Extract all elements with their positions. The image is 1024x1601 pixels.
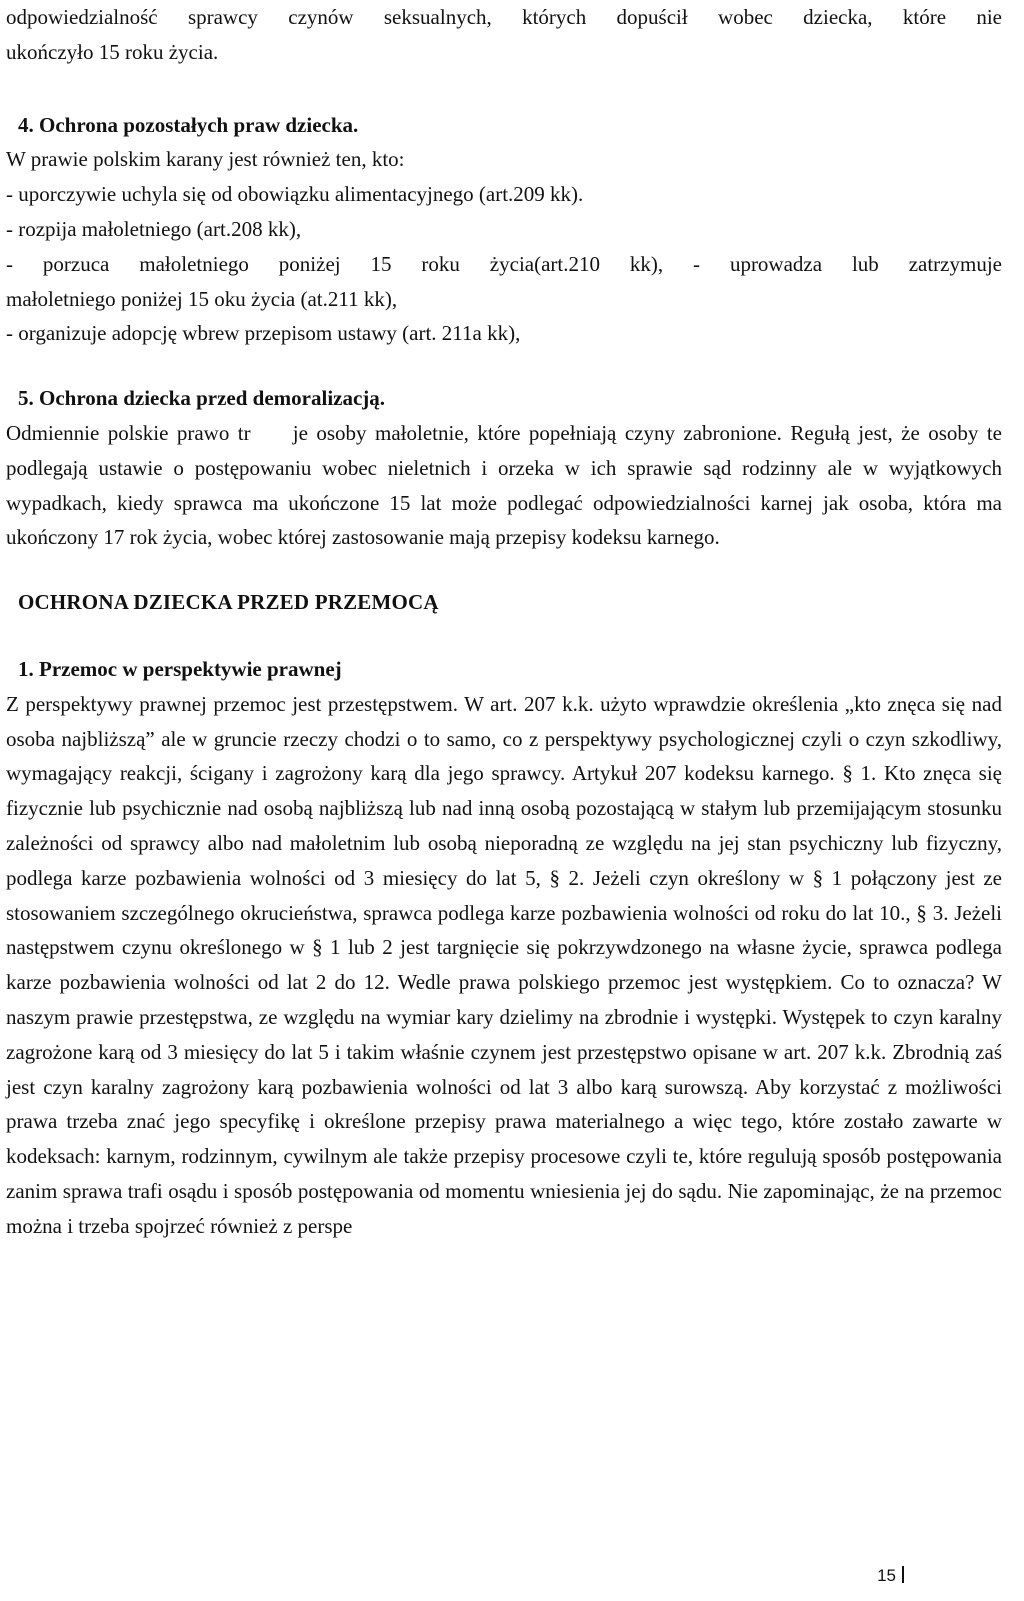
page-number-divider [902,1566,904,1583]
section-4-line-3: - rozpija małoletniego (art.208 kk), [6,216,302,241]
section-4-line-6: - organizuje adopcję wbrew przepisom ustawy (art. 211a kk), [6,321,521,346]
section-4-heading: 4. Ochrona pozostałych praw dziecka. [18,112,359,137]
intro-line-2: ukończyło 15 roku życia. [6,39,219,64]
section-1-paragraph: Z perspektywy prawnej przemoc jest przestępstwem. W art. 207 k.k. użyto wprawdzie określenia „kto znęca się nad osoba najbliższą” ale w gruncie rzeczy chodzi o to samo, co z perspektywy psychologicznej czyli o czyn szkodliwy, wymagający reakcji, ścigany i zagrożony karą dla jego sprawcy. Artykuł 207 kodeksu karnego. § 1. Kto znęca się fizycznie lub psychicznie nad osobą najbliższą lub nad inną osobą pozostającą w stałym lub przemijającym stosunku zależności od sprawcy albo nad małoletnim lub osobą nieporadną ze względu na jej stan psychiczny lub fizyczny, podlega karze pozbawienia wolności od 3 miesięcy do lat 5, § 2. Jeżeli czyn określony w § 1 połączony jest ze stosowaniem szczególnego okrucieństwa, sprawca podlega karze pozbawienia wolności od roku do lat 10., § 3. Jeżeli następstwem czynu określonego w § 1 lub 2 jest targnięcie się pokrzywdzonego na własne życie, sprawca podlega karze pozbawienia wolności od lat 2 do 12. Wedle prawa polskiego przemoc jest występkiem. Co to oznacza? W naszym prawie przestępstwa, ze względu na wymiar kary dzielimy na zbrodnie i występki. Występek to czyn karalny zagrożone karą od 3 miesięcy do lat 5 i takim właśnie czynem jest przestępstwo opisane w art. 207 k.k. Zbrodnią zaś jest czyn karalny zagrożony karą pozbawienia wolności od lat 3 albo karą surowszą. Aby korzystać z możliwości prawa trzeba znać jego specyfikę i określone przepisy prawa materialnego a więc tego, które zostało zawarte w kodeksach: karnym, rodzinnym, cywilnym ale także przepisy procesowe czyli te, które regulują sposób postępowania zanim sprawa trafi osądu i sposób postępowania od momentu wniesienia jej do sądu. Nie zapominając, że na przemoc można i trzeba spojrzeć również z perspe [6,691,1002,1238]
section-5-paragraph: Odmiennie polskie prawo tr je osoby małoletnie, które popełniają czyny zabronione. Regułą jest, że osoby te podlegają ustawie o postępowaniu wobec nieletnich i orzeka w ich sprawie sąd rodzinny ale w wyjątkowych wypadkach, kiedy sprawca ma ukończone 15 lat może podlegać odpowiedzialności karnej jak osoba, która ma ukończony 17 rok życia, wobec której zastosowanie mają przepisy kodeksu karnego. [6,420,1008,550]
section-4-line-4: - porzuca małoletniego poniżej 15 roku życia(art.210 kk), - uprowadza lub zatrzymuje [6,251,1002,276]
intro-line-1: odpowiedzialność sprawcy czynów seksualnych, których dopuścił wobec dziecka, które nie [6,5,1002,29]
section-4-line-5: małoletniego poniżej 15 oku życia (at.211 kk), [6,286,398,311]
section-4-line-2: - uporczywie uchyla się od obowiązku alimentacyjnego (art.209 kk). [6,182,584,207]
page-number [877,1566,904,1586]
page-number-text: 15 [877,1566,896,1585]
section-4-line-1: W prawie polskim karany jest również ten, kto: [6,147,405,172]
chapter-title: OCHRONA DZIECKA PRZED PRZEMOCĄ [18,590,439,615]
section-5-heading: 5. Ochrona dziecka przed demoralizacją. [18,386,386,411]
section-1-heading: 1. Przemoc w perspektywie prawnej [18,656,342,681]
